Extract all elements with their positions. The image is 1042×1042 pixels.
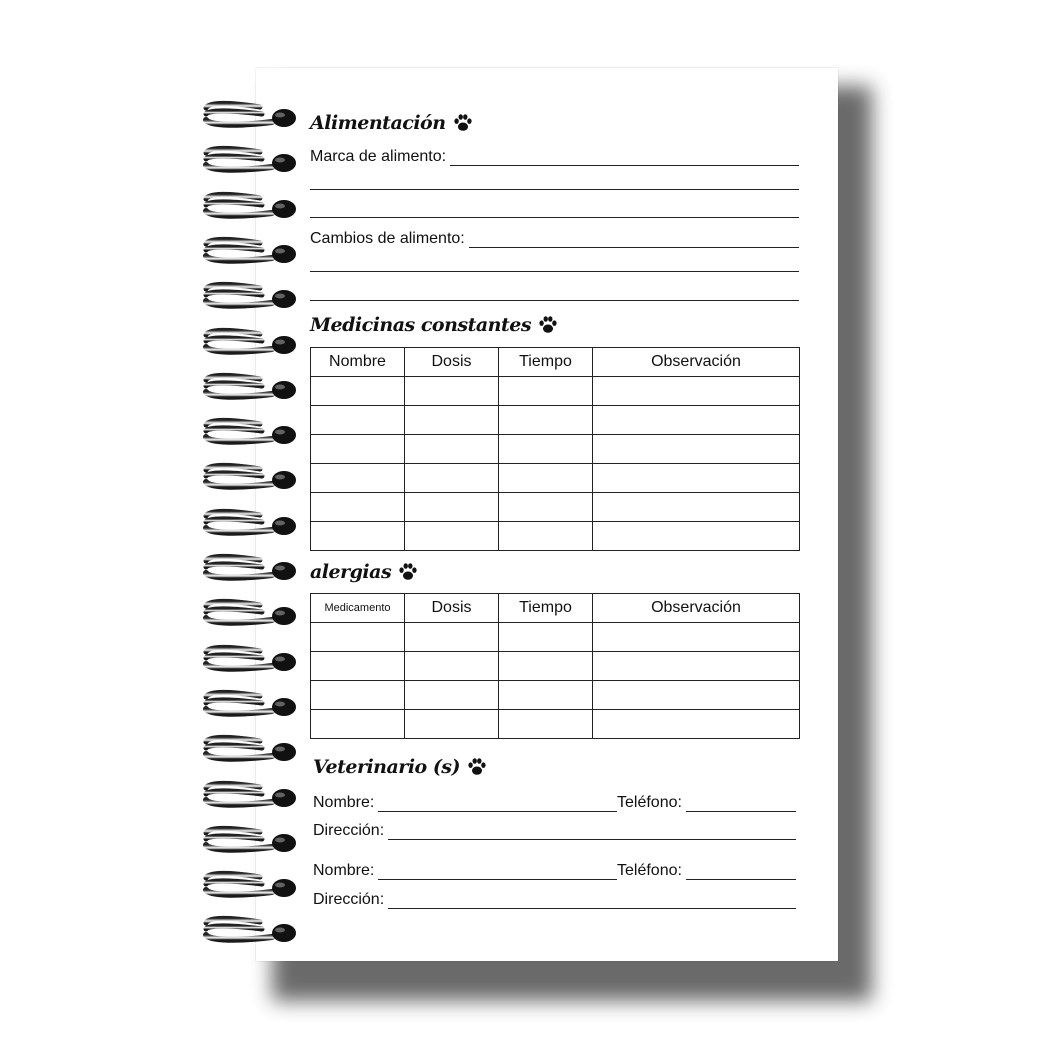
table-row [311, 464, 800, 493]
table-row [311, 406, 800, 435]
vet-direccion-field-2[interactable] [313, 891, 796, 909]
table-cell[interactable] [499, 435, 593, 464]
spiral-coil [200, 642, 300, 678]
direccion-line[interactable] [388, 894, 796, 909]
paw-print-icon [397, 561, 419, 583]
table-cell[interactable] [311, 377, 405, 406]
spiral-coil [200, 687, 300, 723]
spiral-coil [200, 778, 300, 814]
spiral-coil [200, 189, 300, 225]
table-row [311, 681, 800, 710]
telefono-line[interactable] [686, 865, 796, 880]
table-cell[interactable] [593, 435, 800, 464]
vet-nombre-field-2[interactable] [313, 862, 617, 880]
section-heading-veterinario [313, 756, 488, 778]
paw-print-icon [537, 314, 559, 336]
table-cell[interactable] [405, 435, 499, 464]
nombre-label: Nombre: [313, 794, 375, 811]
spiral-coil [200, 370, 300, 406]
table-cell[interactable] [593, 623, 800, 652]
table-cell[interactable] [499, 406, 593, 435]
table-cell[interactable] [593, 377, 800, 406]
table-cell[interactable] [499, 623, 593, 652]
table-header-row [311, 348, 800, 377]
table-cell[interactable] [405, 464, 499, 493]
telefono-label: Teléfono: [617, 862, 682, 879]
table-cell[interactable] [311, 493, 405, 522]
cambios-alimento-line-2[interactable] [310, 271, 799, 272]
section-heading-alimentacion [310, 112, 474, 134]
direccion-label: Dirección: [313, 822, 385, 839]
nombre-label: Nombre: [313, 862, 375, 879]
table-cell[interactable] [311, 406, 405, 435]
spiral-coil [200, 823, 300, 859]
vet-direccion-field-1[interactable] [313, 822, 796, 840]
table-cell[interactable] [405, 652, 499, 681]
telefono-label: Teléfono: [617, 794, 682, 811]
heading-text: Alimentación [310, 112, 446, 134]
table-cell[interactable] [311, 623, 405, 652]
section-heading-medicinas [310, 314, 559, 336]
table-cell[interactable] [311, 464, 405, 493]
marca-alimento-line[interactable] [450, 151, 799, 166]
marca-alimento-field[interactable] [310, 148, 799, 166]
heading-text: Veterinario (s) [313, 756, 460, 778]
table-cell[interactable] [311, 652, 405, 681]
spiral-coil [200, 551, 300, 587]
table-cell[interactable] [499, 493, 593, 522]
table-row [311, 623, 800, 652]
section-heading-alergias [310, 561, 419, 583]
column-header: Observación [593, 348, 800, 377]
table-cell[interactable] [593, 406, 800, 435]
table-cell[interactable] [311, 435, 405, 464]
table-cell[interactable] [499, 652, 593, 681]
spiral-coil [200, 596, 300, 632]
spiral-binding [200, 98, 300, 938]
marca-alimento-label: Marca de alimento: [310, 148, 447, 165]
table-cell[interactable] [593, 493, 800, 522]
table-cell[interactable] [405, 623, 499, 652]
vet-telefono-field-2[interactable] [617, 862, 796, 880]
table-cell[interactable] [499, 681, 593, 710]
nombre-line[interactable] [378, 865, 617, 880]
marca-alimento-line-3[interactable] [310, 217, 799, 218]
alergias-table [310, 593, 800, 739]
table-row [311, 522, 800, 551]
column-header: Tiempo [499, 348, 593, 377]
table-cell[interactable] [499, 710, 593, 739]
spiral-coil [200, 460, 300, 496]
column-header: Tiempo [499, 594, 593, 623]
cambios-alimento-field[interactable] [310, 230, 799, 248]
heading-text: Medicinas constantes [310, 314, 532, 336]
cambios-alimento-line-3[interactable] [310, 300, 799, 301]
spiral-coil [200, 325, 300, 361]
direccion-label: Dirección: [313, 891, 385, 908]
table-row [311, 435, 800, 464]
column-header: Nombre [311, 348, 405, 377]
table-row [311, 493, 800, 522]
table-cell[interactable] [499, 464, 593, 493]
table-row [311, 377, 800, 406]
table-cell[interactable] [499, 377, 593, 406]
table-row [311, 710, 800, 739]
table-cell[interactable] [311, 681, 405, 710]
direccion-line[interactable] [388, 825, 796, 840]
column-header: Medicamento [311, 594, 405, 623]
spiral-coil [200, 143, 300, 179]
table-cell[interactable] [405, 406, 499, 435]
spiral-coil [200, 279, 300, 315]
medicinas-table [310, 347, 800, 551]
cambios-alimento-line[interactable] [469, 233, 799, 248]
nombre-line[interactable] [378, 797, 617, 812]
column-header: Dosis [405, 594, 499, 623]
table-cell[interactable] [311, 522, 405, 551]
spiral-coil [200, 415, 300, 451]
table-cell[interactable] [499, 522, 593, 551]
table-cell[interactable] [593, 681, 800, 710]
table-cell[interactable] [593, 522, 800, 551]
spiral-coil [200, 506, 300, 542]
spiral-coil [200, 98, 300, 134]
vet-nombre-field-1[interactable] [313, 794, 617, 812]
spiral-coil [200, 868, 300, 904]
heading-text: alergias [310, 561, 392, 583]
table-row [311, 652, 800, 681]
table-cell[interactable] [405, 522, 499, 551]
table-cell[interactable] [405, 377, 499, 406]
marca-alimento-line-2[interactable] [310, 189, 799, 190]
table-cell[interactable] [593, 464, 800, 493]
table-cell[interactable] [311, 710, 405, 739]
table-cell[interactable] [593, 710, 800, 739]
column-header: Observación [593, 594, 800, 623]
vet-telefono-field-1[interactable] [617, 794, 796, 812]
paw-print-icon [466, 756, 488, 778]
spiral-coil [200, 913, 300, 949]
paw-print-icon [452, 112, 474, 134]
table-cell[interactable] [405, 710, 499, 739]
cambios-alimento-label: Cambios de alimento: [310, 230, 465, 247]
table-header-row [311, 594, 800, 623]
column-header: Dosis [405, 348, 499, 377]
table-cell[interactable] [593, 652, 800, 681]
telefono-line[interactable] [686, 797, 796, 812]
table-cell[interactable] [405, 681, 499, 710]
spiral-coil [200, 732, 300, 768]
spiral-coil [200, 234, 300, 270]
table-cell[interactable] [405, 493, 499, 522]
